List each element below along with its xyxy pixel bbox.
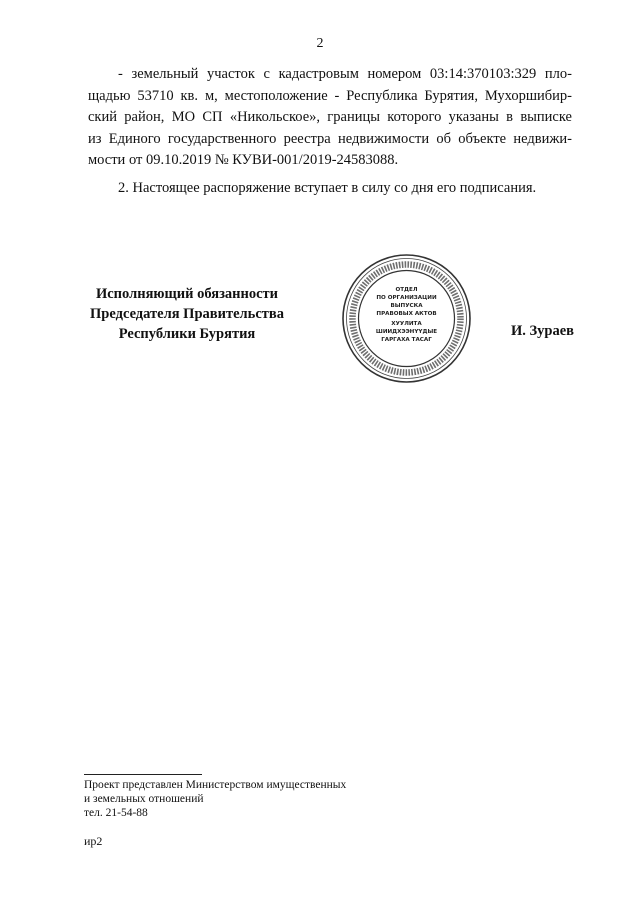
signatory-title-line: Республики Бурятия (118, 326, 256, 342)
paragraph-line: щадью 53710 кв. м, местоположение - Республика Бурятия, Мухоршибир- (88, 87, 572, 104)
signatory-title-line: Исполняющий обязанности (95, 286, 279, 302)
document-code: ир2 (84, 834, 103, 848)
paragraph-line: ский район, МО СП «Никольское», границы которого указаны в выписке (88, 109, 572, 125)
stamp-text-line: ОТДЕЛ (395, 287, 418, 293)
footnote-line: Проект представлен Министерством имущественных (84, 779, 347, 791)
footnote-divider (84, 774, 202, 775)
paragraph-line: - земельный участок с кадастровым номером 03:14:370103:329 пло- (118, 66, 572, 82)
stamp-text-line: ПО ОРГАНИЗАЦИИ (376, 295, 437, 301)
signatory-name: И. Зураев (511, 323, 575, 339)
signatory-title-line: Председателя Правительства (90, 306, 284, 322)
paragraph-effective-date (88, 178, 572, 200)
paragraph-land-plot (88, 64, 572, 172)
footnote-line: тел. 21-54-88 (84, 807, 148, 819)
stamp-text-line: ГАРГАХА ТАСАГ (381, 337, 432, 343)
paragraph-line: из Единого государственного реестра недвижимости об объекте недвижи- (88, 130, 572, 147)
paragraph-line: мости от 09.10.2019 № КУВИ-001/2019-24583088. (88, 152, 399, 168)
stamp-text-line: ВЫПУСКА (390, 303, 423, 309)
signatory-title (80, 284, 294, 344)
footnote (84, 778, 346, 820)
paragraph-line: 2. Настоящее распоряжение вступает в силу со дня его подписания. (118, 180, 537, 196)
stamp-text-line: ХУУЛИТА (391, 321, 422, 327)
footnote-line: и земельных отношений (84, 793, 204, 805)
stamp-text-line: ШИИДХЭЭНҮҮДЫЕ (375, 329, 438, 335)
stamp-text-line: ПРАВОВЫХ АКТОВ (376, 311, 437, 317)
page-number: 2 (316, 36, 324, 51)
official-seal-stamp (341, 253, 472, 384)
